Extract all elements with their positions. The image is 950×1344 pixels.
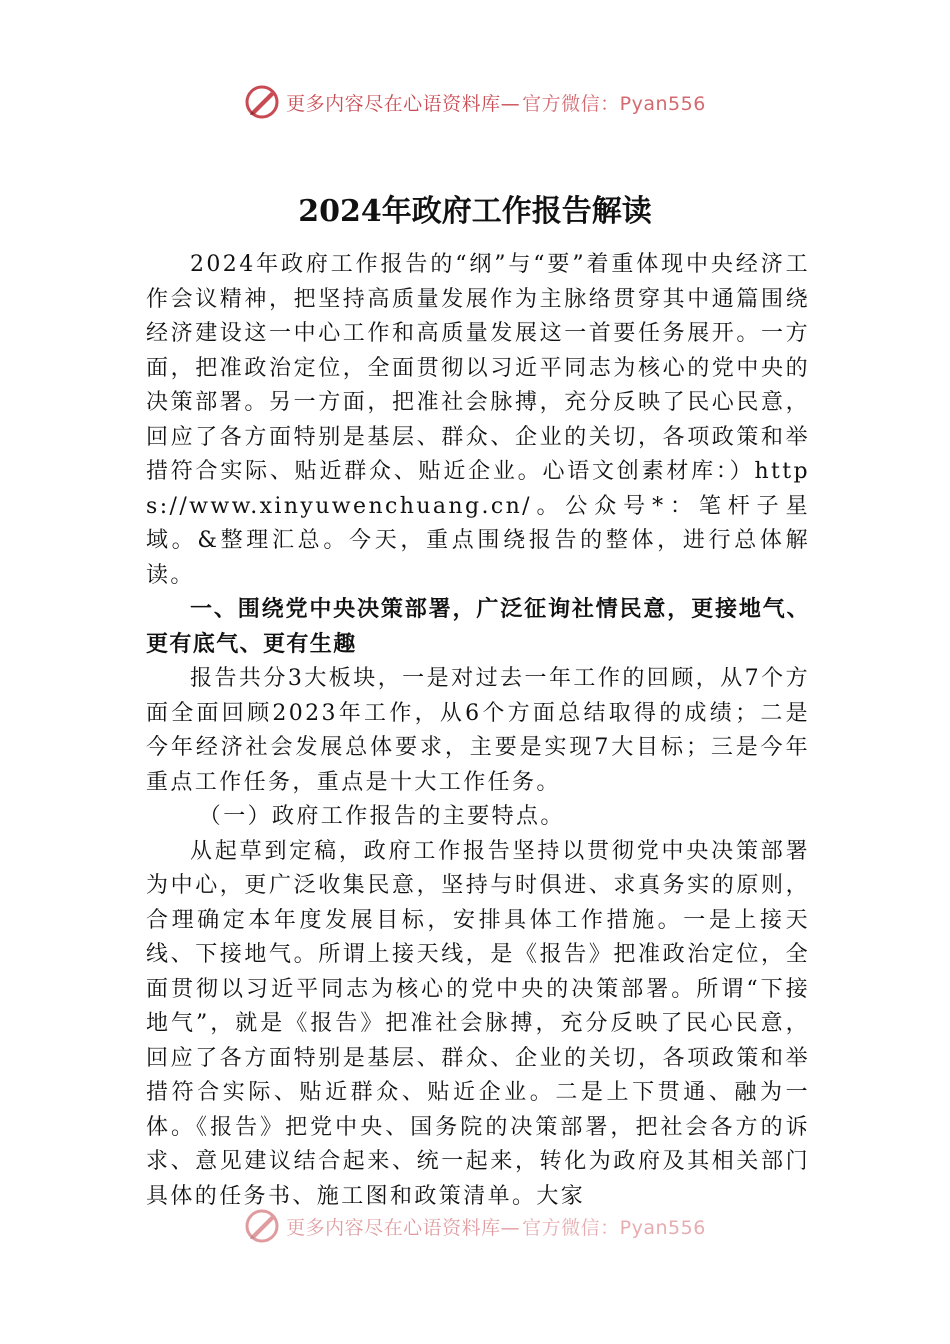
header-watermark-banner [0,80,950,124]
footer-watermark-banner [0,1204,950,1248]
pen-logo-icon [244,84,280,120]
pen-logo-icon [244,1208,280,1244]
document-body [146,248,810,1214]
watermark-text: 更多内容尽在心语资料库— 官方微信：Pyan556 [286,1216,706,1239]
section-heading-1: 一、围绕党中央决策部署，广泛征询社情民意，更接地气、更有底气、更有生趣 [146,597,810,657]
page-title: 2024年政府工作报告解读 [298,194,652,229]
paragraph-features: 从起草到定稿，政府工作报告坚持以贯彻党中央决策部署为中心，更广泛收集民意，坚持与时俱进、求真务实的原则，合理确定本年度发展目标，安排具体工作措施。一是上接天线、下接地气。所谓上接天线，是《报告》把准政治定位，全面贯彻以习近平同志为核心的党中央的决策部署。所谓“下接地气”，就是《报告》把准社会脉搏，充分反映了民心民意，回应了各方面特别是基层、群众、企业的关切，各项政策和举措符合实际、贴近群众、贴近企业。二是上下贯通、融为一体。《报告》把党中央、国务院的决策部署，把社会各方的诉求、意见建议结合起来、统一起来，转化为政府及其相关部门具体的任务书、施工图和政策清单。大家 [146,838,810,1209]
subsection-heading-1: （一）政府工作报告的主要特点。 [198,804,565,829]
watermark-text: 更多内容尽在心语资料库— 官方微信：Pyan556 [286,92,706,115]
paragraph-intro: 2024年政府工作报告的“纲”与“要”着重体现中央经济工作会议精神，把坚持高质量发展作为主脉络贯穿其中通篇围绕经济建设这一中心工作和高质量发展这一首要任务展开。一方面，把准政治定位，全面贯彻以习近平同志为核心的党中央的决策部署。另一方面，把准社会脉搏，充分反映了民心民意，回应了各方面特别是基层、群众、企业的关切，各项政策和举措符合实际、贴近群众、贴近企业。心语文创素材库：）https://www.xinyuwenchuang.cn/。公众号*：笔杆子星域。&整理汇总。今天，重点围绕报告的整体，进行总体解读。 [146,252,810,588]
paragraph-structure: 报告共分3大板块，一是对过去一年工作的回顾，从7个方面全面回顾2023年工作，从6个方面总结取得的成绩；二是今年经济社会发展总体要求，主要是实现7大目标；三是今年重点工作任务，重点是十大工作任务。 [146,666,810,795]
